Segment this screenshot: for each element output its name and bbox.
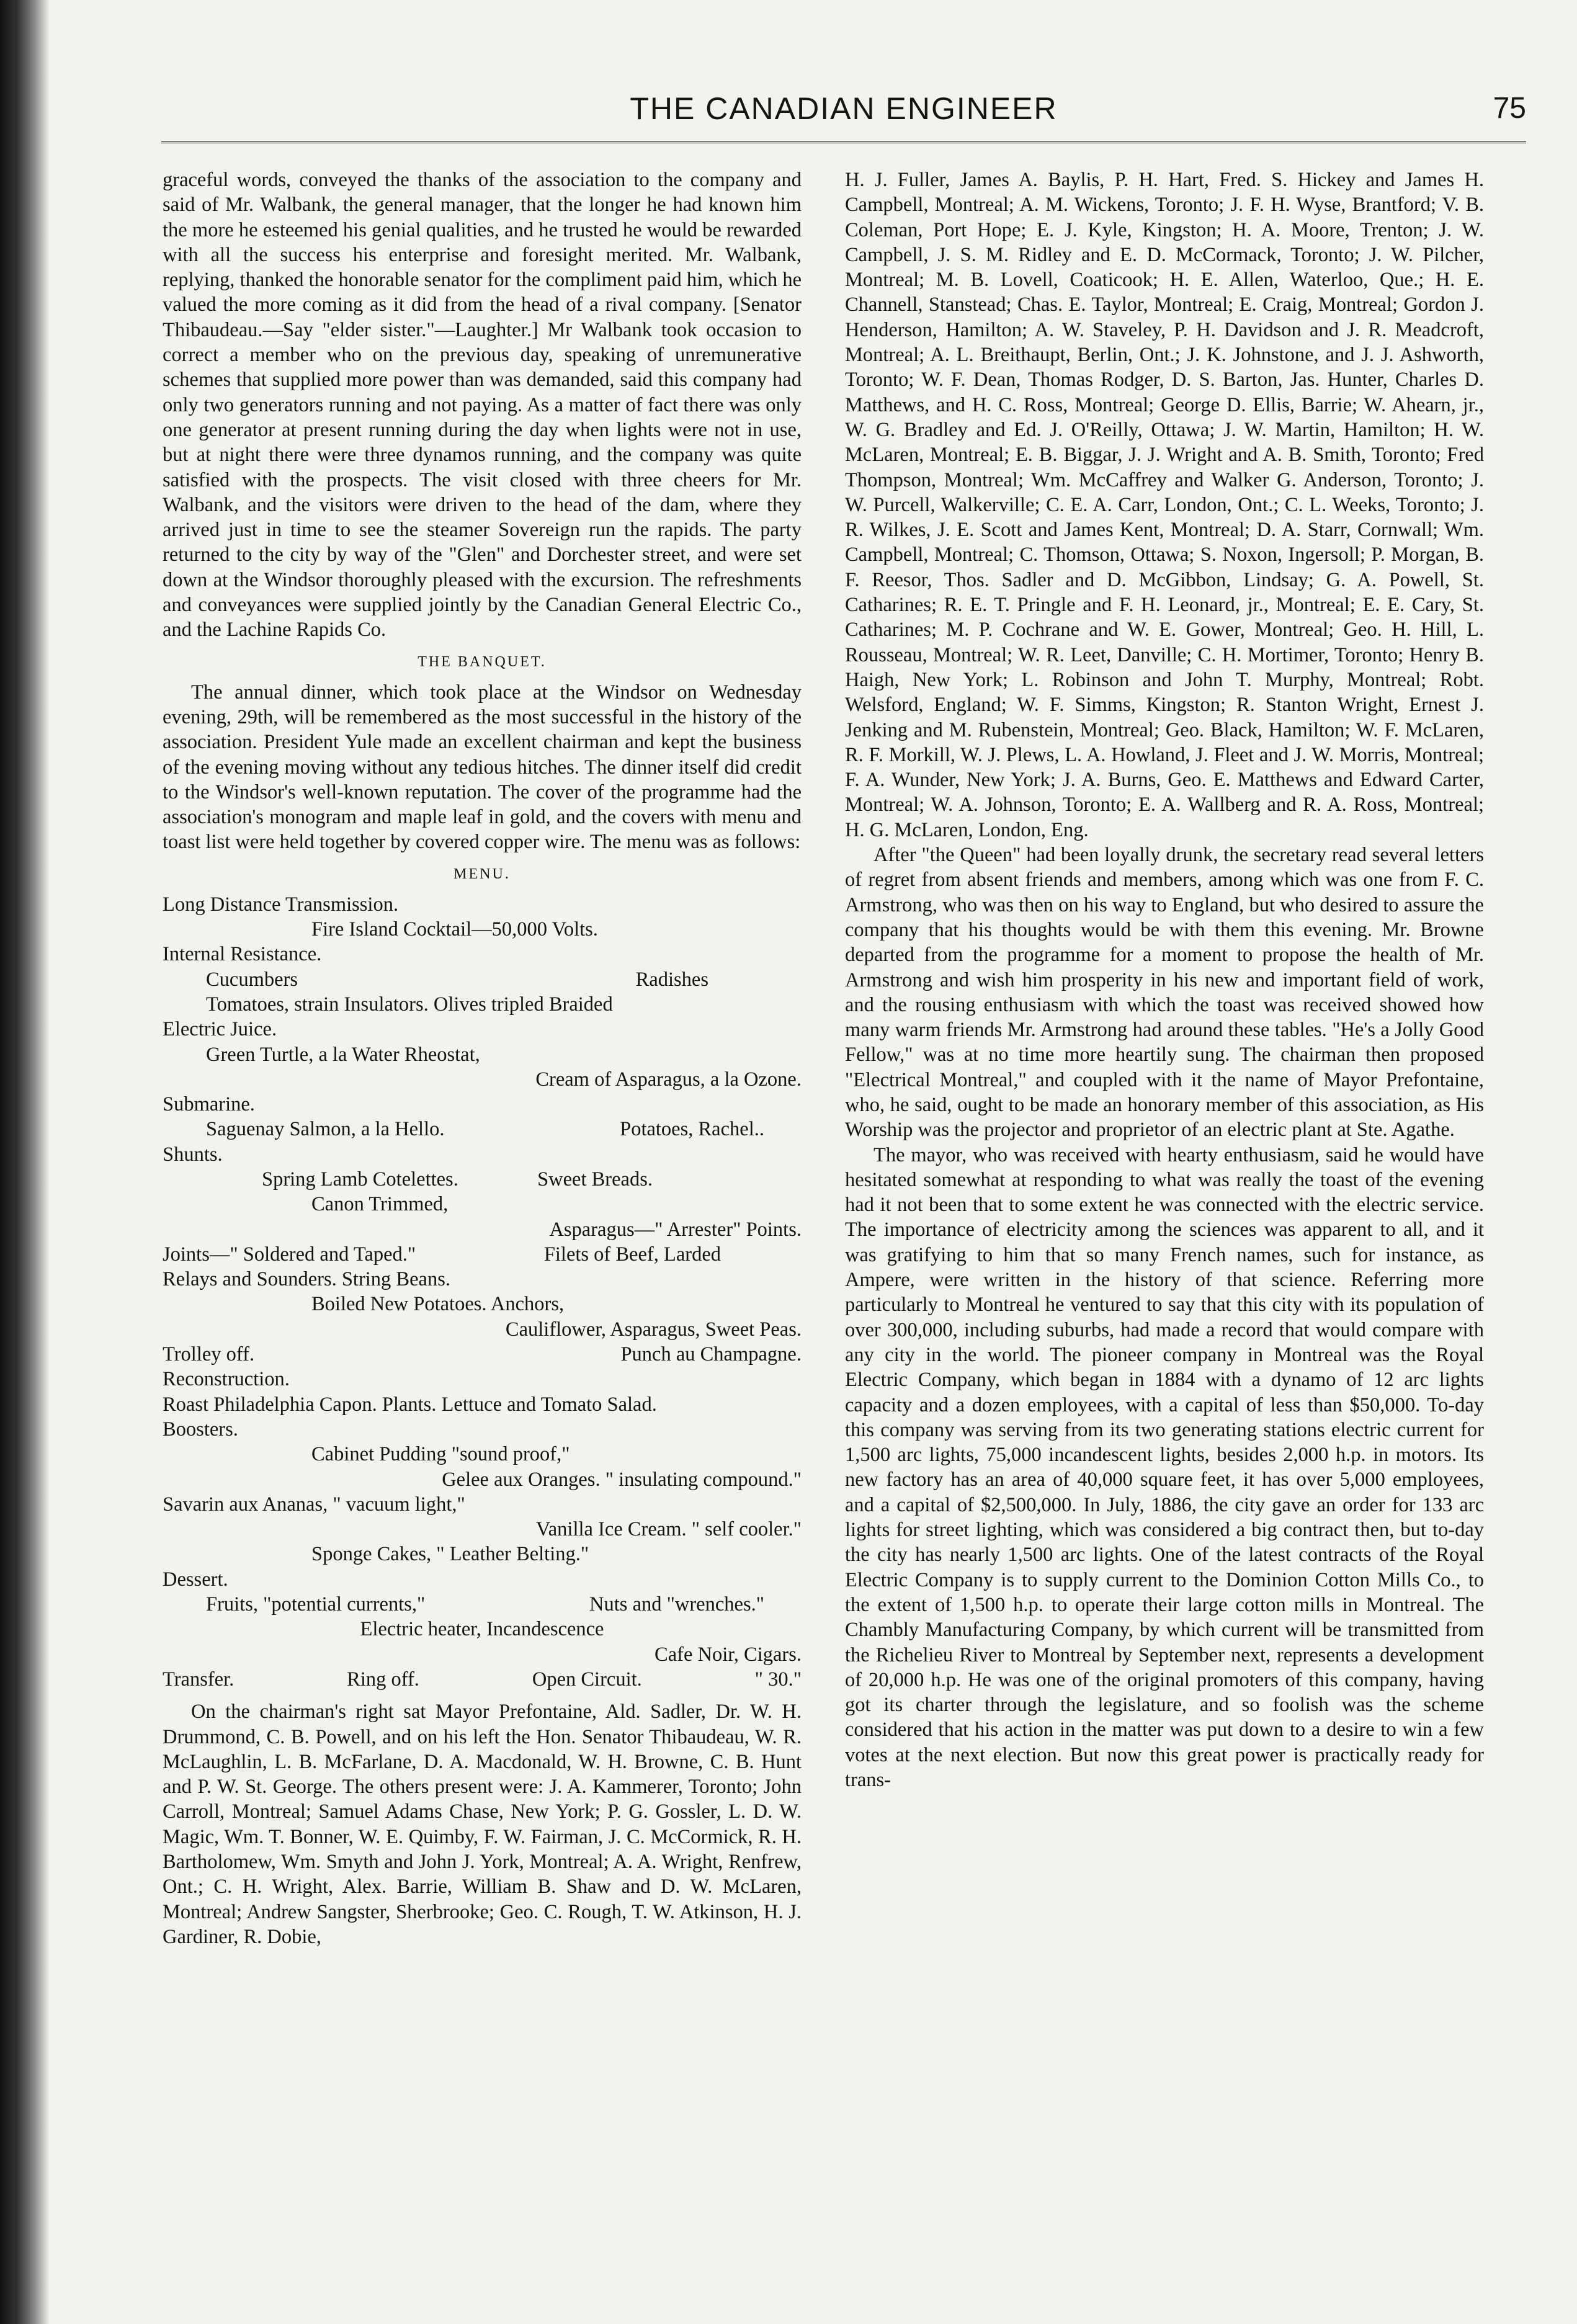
right-column — [845, 168, 1484, 1792]
menu-line: Tomatoes, strain Insulators. Olives tripled Braided — [206, 993, 613, 1016]
left-column — [163, 168, 802, 1949]
menu-line: Cream of Asparagus, a la Ozone. — [535, 1068, 802, 1091]
binding-edge — [0, 0, 50, 2324]
menu-line — [163, 1242, 802, 1267]
menu-item: " 30." — [754, 1668, 802, 1691]
menu-line — [163, 1667, 802, 1692]
header-rule — [161, 141, 1526, 143]
menu-line: Sponge Cakes, " Leather Belting." — [311, 1543, 589, 1566]
menu-line: Asparagus—" Arrester" Points. — [549, 1218, 802, 1241]
menu-line: Relays and Sounders. String Beans. — [163, 1268, 450, 1291]
menu-item: Punch au Champagne. — [620, 1343, 802, 1366]
menu-line — [163, 1117, 802, 1142]
paragraph: On the chairman's right sat Mayor Prefontaine, Ald. Sadler, Dr. W. H. Drummond, C. B. Powell, and on his left the Hon. Senator Thibaudeau, W. R. McLaughlin, L. B. McFarlane, D. A. Macdonald, W. H. Browne, C. B. Hunt and P. W. St. George. The others present were: J. A. Kammerer, Toronto; John Carroll, Montreal; Samuel Adams Chase, New York; P. G. Gossler, L. D. W. Magic, Wm. T. Bonner, W. E. Quimby, F. W. Fairman, J. C. McCormick, R. H. Bartholomew, Wm. Smyth and John J. York, Montreal; A. A. Wright, Renfrew, Ont.; C. H. Wright, Alex. Barrie, William B. Shaw and D. W. McLaren, Montreal; Andrew Sangster, Sherbrooke; Geo. C. Rough, T. W. Atkinson, H. J. Gardiner, R. Dobie, — [163, 1701, 802, 1948]
menu-line: Roast Philadelphia Capon. Plants. Lettuce and Tomato Salad. — [163, 1393, 657, 1416]
menu-item: Transfer. — [163, 1668, 235, 1691]
menu-item: Ring off. — [347, 1668, 419, 1691]
banquet-menu — [163, 892, 802, 1692]
menu-line: Dessert. — [163, 1568, 228, 1591]
menu-line: Shunts. — [163, 1143, 223, 1166]
menu-item: Open Circuit. — [532, 1668, 642, 1691]
menu-item: Nuts and "wrenches." — [589, 1593, 764, 1616]
menu-line: Cabinet Pudding "sound proof," — [311, 1443, 570, 1466]
menu-item: Joints—" Soldered and Taped." — [163, 1243, 416, 1266]
menu-line: Gelee aux Oranges. " insulating compound." — [442, 1468, 802, 1491]
menu-item: Trolley off. — [163, 1343, 255, 1366]
menu-line: Fire Island Cocktail—50,000 Volts. — [311, 918, 598, 941]
section-heading-menu: MENU. — [453, 865, 511, 882]
menu-line: Reconstruction. — [163, 1368, 290, 1391]
menu-line: Boosters. — [163, 1418, 238, 1441]
menu-line: Electric heater, Incandescence — [360, 1618, 604, 1641]
section-heading-banquet: THE BANQUET. — [418, 653, 547, 670]
page-number: 75 — [1493, 92, 1526, 125]
menu-item: Radishes — [635, 968, 708, 991]
menu-line — [163, 1342, 802, 1367]
paragraph: The annual dinner, which took place at the Windsor on Wednesday evening, 29th, will be remembered as the most successful in the history of the association. President Yule made an excellent chairman and kept the business of the evening moving without any tedious hitches. The dinner itself did credit to the Windsor's well-known reputation. The cover of the programme had the association's monogram and maple leaf in gold, and the covers with menu and toast list were held together by covered copper wire. The menu was as follows: — [163, 681, 802, 854]
menu-line: Cafe Noir, Cigars. — [654, 1643, 802, 1666]
journal-title: THE CANADIAN ENGINEER — [630, 91, 1058, 126]
menu-line: Boiled New Potatoes. Anchors, — [311, 1293, 565, 1316]
menu-item: Sweet Breads. — [537, 1168, 653, 1191]
paragraph: The mayor, who was received with hearty enthusiasm, said he would have hesitated somewhat at responding to what was really the toast of the evening had it not been that to some extent he was connected with the electric service. The importance of electricity among the sciences was apparent to all, and it was gratifying to him that so many French names, such for instance, as Ampere, were written in the history of that science. Referring more particularly to Montreal he ventured to say that this city with its population of over 300,000, including suburbs, had made a record that would compare with any city in the world. The pioneer company in Montreal was the Royal Electric Company, which began in 1884 with a dynamo of 12 arc lights capacity and a dozen employees, with a capital of less than $50,000. To-day this company was serving from its two generating stations electric current for 1,500 arc lights, 75,000 incandescent lights, besides 2,000 h.p. in motors. Its new factory has an area of 40,000 square feet, it has over 5,000 employees, and a capital of $2,500,000. In July, 1886, the city gave an order for 133 arc lights for street lighting, which was considered a big contract then, but to-day the city has nearly 1,500 arc lights. One of the latest contracts of the Royal Electric Company is to supply current to the Dominion Cotton Mills Co., to the extent of 1,500 h.p. to operate their large cotton mills in Montreal. The Chambly Manufacturing Company, by which current will be transmitted from the Richelieu River to Montreal by September next, represents a development of 20,000 h.p. He was one of the original promoters of this company, having got its charter through the legislature, and so foolish was the scheme considered that his action in the matter was put down to a desire to win a few votes at the next election. But now this great power is practically ready for trans- — [845, 1143, 1484, 1791]
paragraph: After "the Queen" had been loyally drunk, the secretary read several letters of regret from absent friends and members, among which was one from F. C. Armstrong, who was then on his way to England, but who desired to assure the company that his thoughts would be with them this evening. Mr. Browne departed from the programme for a moment to propose the health of Mr. Armstrong and wish him prosperity in his new and important field of work, and the rousing enthusiasm with which the toast was received showed how many warm friends Mr. Armstrong had around these tables. "He's a Jolly Good Fellow," was at no time more heartily sung. The chairman then proposed "Electrical Montreal," and coupled with it the name of Mayor Prefontaine, who, he said, ought to be made an honorary member of this association, as His Worship was the projector and proprietor of an electric plant at Ste. Agathe. — [845, 844, 1484, 1142]
page-header — [161, 87, 1526, 136]
menu-line — [163, 1592, 802, 1617]
menu-line: Cauliflower, Asparagus, Sweet Peas. — [505, 1318, 802, 1341]
menu-line — [163, 967, 802, 992]
menu-line — [163, 1167, 802, 1192]
menu-line: Internal Resistance. — [163, 943, 322, 966]
menu-line: Electric Juice. — [163, 1018, 277, 1041]
menu-item: Potatoes, Rachel.. — [620, 1118, 764, 1141]
menu-line: Long Distance Transmission. — [163, 893, 399, 916]
menu-line: Vanilla Ice Cream. " self cooler." — [535, 1518, 802, 1541]
menu-line: Canon Trimmed, — [311, 1193, 449, 1216]
menu-line: Submarine. — [163, 1093, 255, 1116]
menu-line: Savarin aux Ananas, " vacuum light," — [163, 1493, 465, 1516]
menu-item: Filets of Beef, Larded — [543, 1243, 721, 1266]
menu-item: Saguenay Salmon, a la Hello. — [206, 1118, 445, 1141]
paragraph: H. J. Fuller, James A. Baylis, P. H. Hart, Fred. S. Hickey and James H. Campbell, Montreal; A. M. Wickens, Toronto; J. F. H. Wyse, Brantford; V. B. Coleman, Port Hope; E. J. Kyle, Kingston; H. A. Moore, Trenton; J. W. Campbell, J. S. M. Ridley and E. D. McCormack, Toronto; J. W. Pilcher, Montreal; M. B. Lovell, Coaticook; H. E. Allen, Waterloo, Que.; H. E. Channell, Stanstead; Chas. E. Taylor, Montreal; E. Craig, Montreal; Gordon J. Henderson, Hamilton; A. W. Staveley, P. H. Davidson and J. R. Meadcroft, Montreal; A. L. Breithaupt, Berlin, Ont.; J. K. Johnstone, and J. J. Ashworth, Toronto; W. F. Dean, Thomas Rodger, D. S. Barton, Jas. Hunter, Charles D. Matthews, and H. C. Ross, Montreal; George D. Ellis, Barrie; W. Ahearn, jr., W. G. Bradley and Ed. J. O'Reilly, Ottawa; J. W. Martin, Hamilton; H. W. McLaren, Montreal; E. B. Biggar, J. J. Wright and A. B. Smith, Toronto; Fred Thompson, Montreal; Wm. McCaffrey and Walker G. Anderson, Toronto; J. W. Purcell, Walkerville; C. E. A. Carr, London, Ont.; C. L. Weeks, Toronto; J. R. Wilkes, J. E. Scott and James Kent, Montreal; D. A. Starr, Cornwall; Wm. Campbell, Montreal; C. Thomson, Ottawa; S. Noxon, Ingersoll; P. Morgan, B. F. Reesor, Thos. Sadler and D. McGibbon, Lindsay; G. A. Powell, St. Catharines; R. E. T. Pringle and F. H. Leonard, jr., Montreal; E. E. Cary, St. Catharines; M. P. Cochrane and W. E. Gower, Montreal; Geo. H. Hill, L. Rousseau, Montreal; W. R. Leet, Danville; C. H. Mortimer, Toronto; Henry B. Haigh, New York; L. Robinson and John T. Murphy, Montreal; Robt. Welsford, England; W. F. Simms, Kingston; R. Stanton Wright, Ernest J. Jenking and M. Rubenstein, Montreal; Geo. Black, Hamilton; W. F. McLaren, R. F. Morkill, W. J. Plews, L. A. Howland, J. Fleet and J. W. Morris, Montreal; F. A. Wunder, New York; J. A. Burns, Geo. E. Matthews and Edward Carter, Montreal; W. A. Johnson, Toronto; E. A. Wallberg and R. A. Ross, Montreal; H. G. McLaren, London, Eng. — [845, 169, 1484, 841]
menu-item: Cucumbers — [206, 968, 298, 991]
paragraph: graceful words, conveyed the thanks of the association to the company and said of Mr. Walbank, the general manager, that the longer he had known him the more he esteemed his genial qualities, and he trusted he would be rewarded with all the success his enterprise and foresight merited. Mr. Walbank, replying, thanked the honorable senator for the compliment paid him, which he valued the more coming as it did from the head of a rival company. [Senator Thibaudeau.—Say "elder sister."—Laughter.] Mr Walbank took occasion to correct a member who on the previous day, speaking of unremunerative schemes that supplied more power than was demanded, said this company had only two generators running and not paying. As a matter of fact there was only one generator at present running during the day when lights were not in use, but at night there were three dynamos running, and the company was quite satisfied with the prospects. The visit closed with three cheers for Mr. Walbank, and the visitors were driven to the head of the dam, where they arrived just in time to see the steamer Sovereign run the rapids. The party returned to the city by way of the "Glen" and Dorchester street, and were set down at the Windsor thoroughly pleased with the excursion. The refreshments and conveyances were supplied jointly by the Canadian General Electric Co., and the Lachine Rapids Co. — [163, 169, 802, 641]
menu-line: Green Turtle, a la Water Rheostat, — [206, 1043, 480, 1066]
menu-item: Fruits, "potential currents," — [206, 1593, 426, 1616]
menu-item: Spring Lamb Cotelettes. — [262, 1168, 458, 1191]
